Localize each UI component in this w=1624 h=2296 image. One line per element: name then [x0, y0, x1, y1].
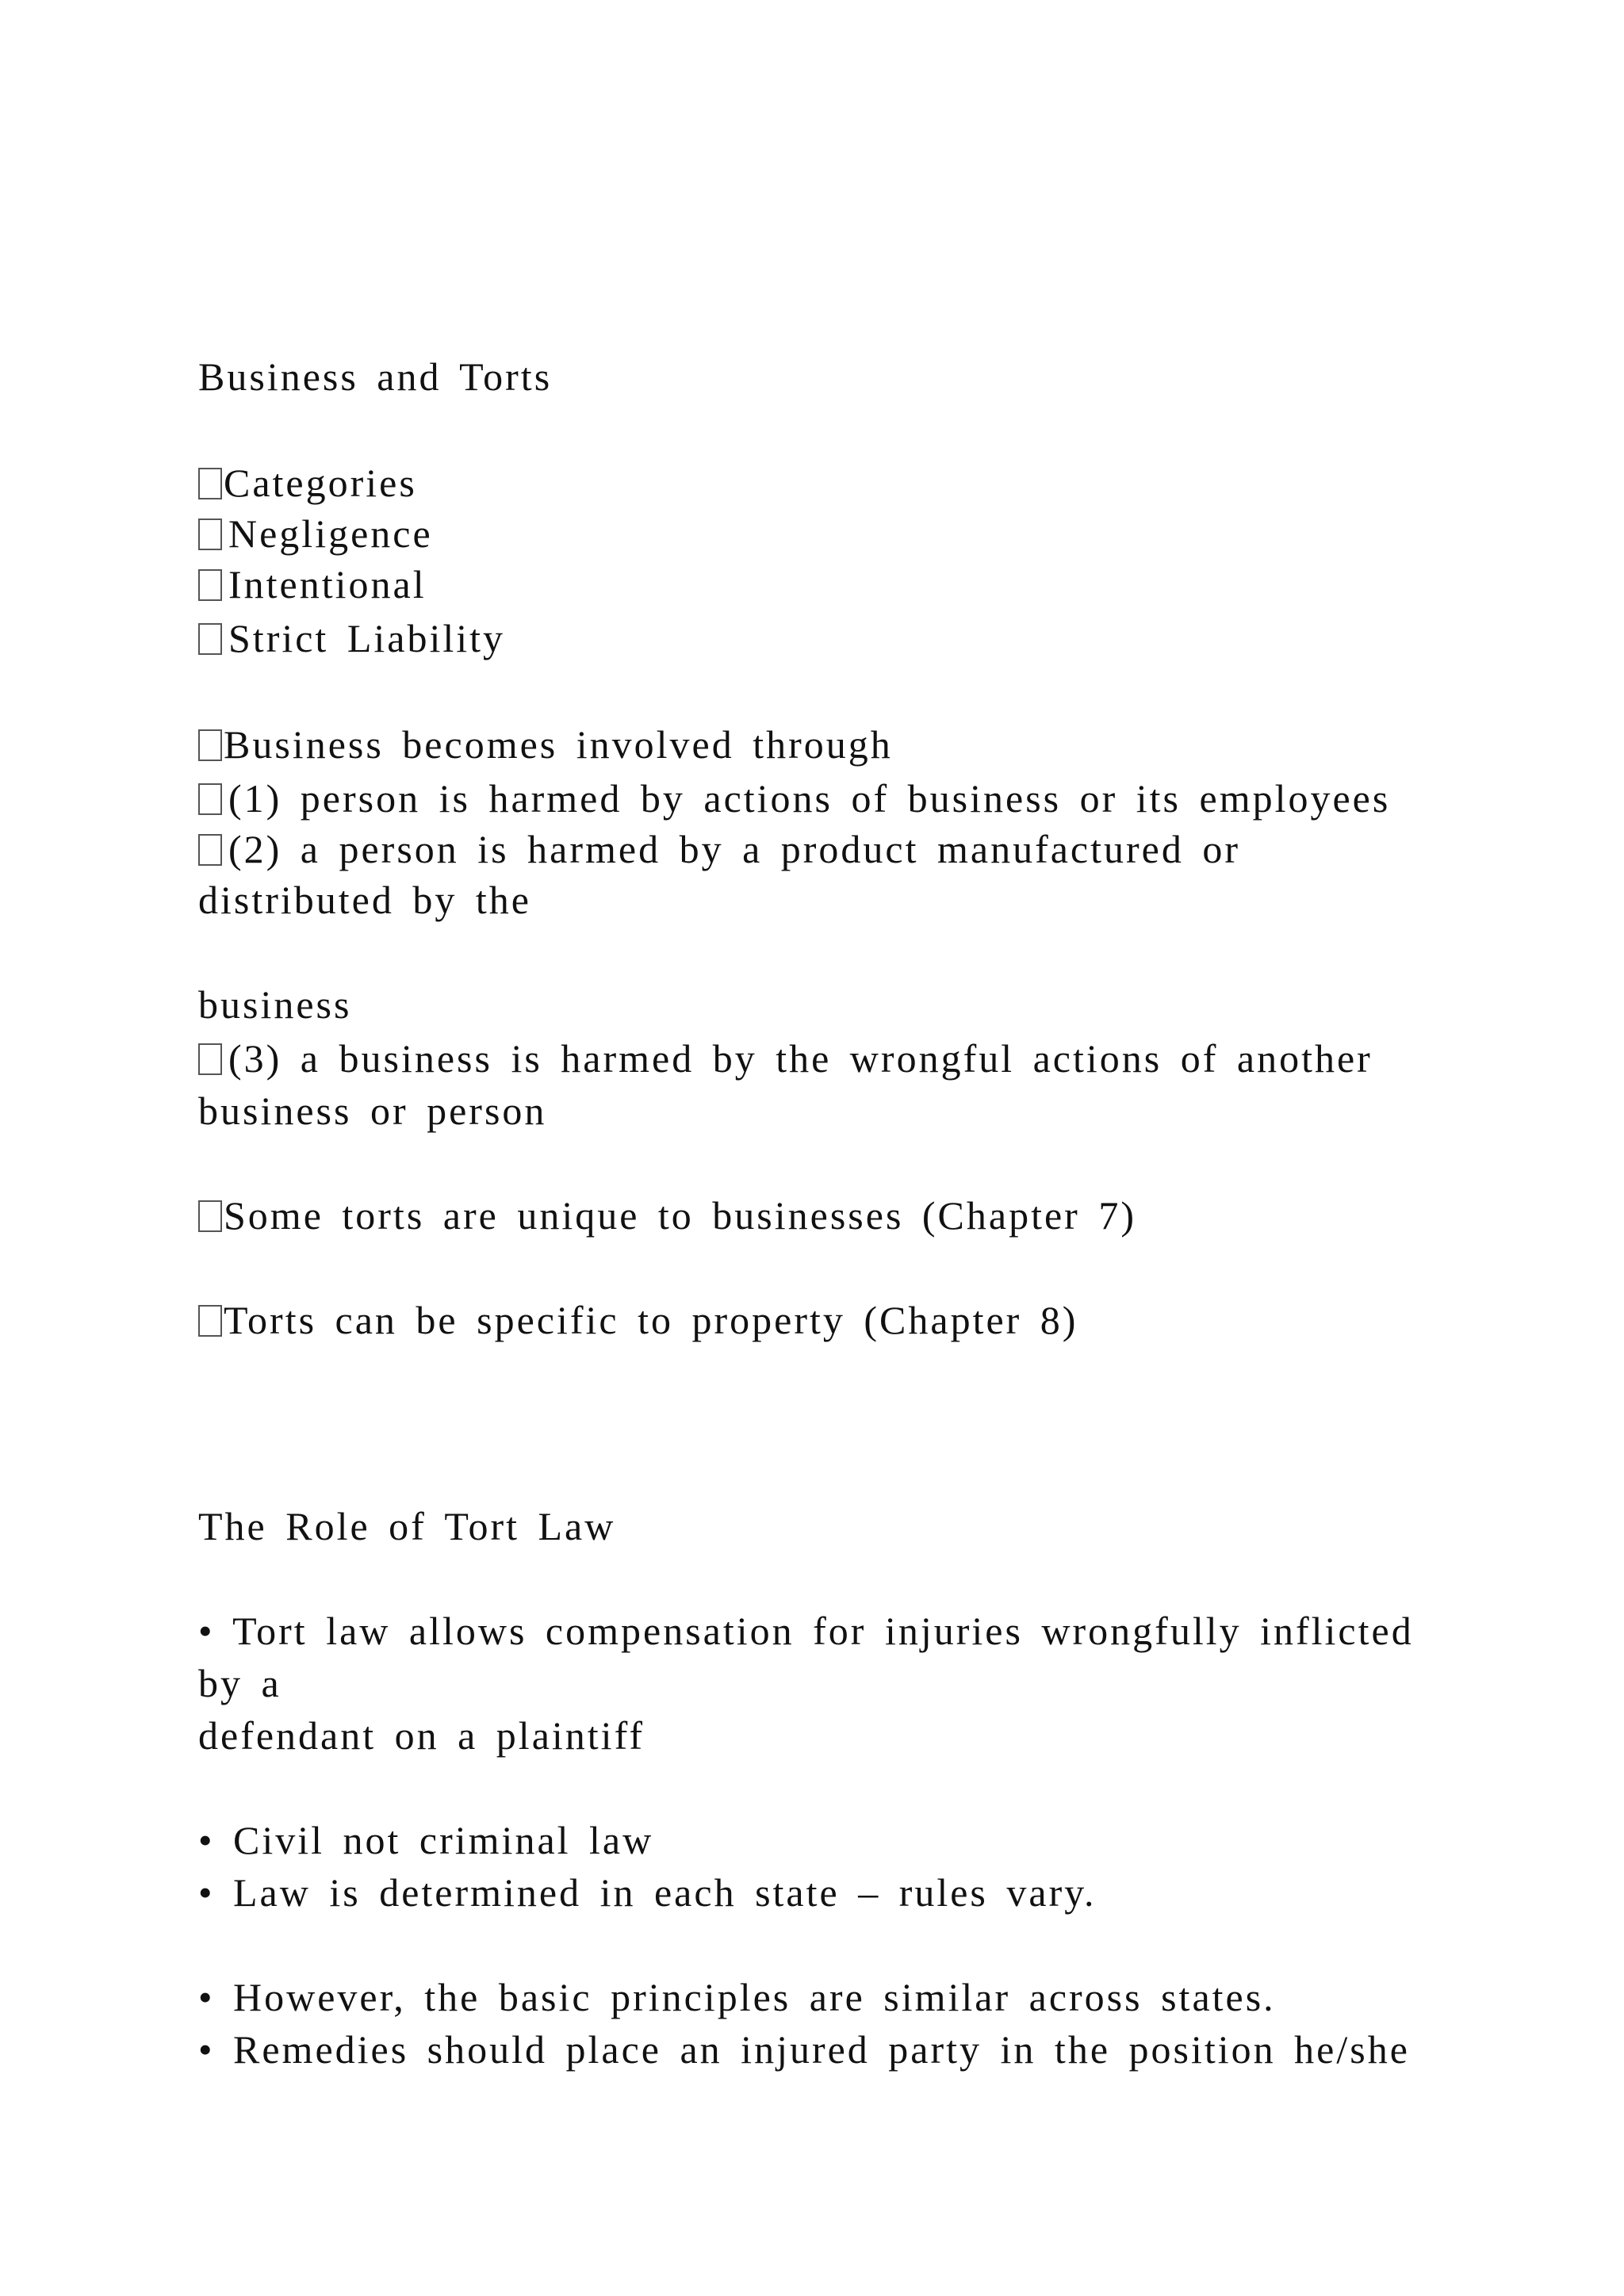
bullet-2: • Civil not criminal law	[198, 1818, 654, 1862]
category-item	[198, 618, 505, 658]
missing-glyph-icon	[198, 834, 222, 866]
involvement-text-3a: (3) a business is harmed by the wrongful actions of another	[228, 1036, 1373, 1081]
unique-torts-line	[198, 1193, 1136, 1238]
involvement-item-3	[198, 1036, 1373, 1081]
missing-glyph-icon	[198, 783, 222, 815]
missing-glyph-icon	[198, 1305, 222, 1337]
involvement-text-1: (1) person is harmed by actions of business or its employees	[228, 776, 1391, 821]
involvement-item-1	[198, 776, 1391, 821]
category-item	[198, 511, 433, 556]
categories-label: Categories	[224, 461, 417, 505]
missing-glyph-icon	[198, 569, 222, 601]
bullet-1a: • Tort law allows compensation for injuries wrongfully inflicted	[198, 1609, 1414, 1653]
involvement-label: Business becomes involved through	[224, 722, 893, 767]
bullet-3: • Law is determined in each state – rules vary.	[198, 1870, 1097, 1915]
missing-glyph-icon	[198, 468, 222, 499]
involvement-text-2c: business	[198, 982, 352, 1027]
missing-glyph-icon	[198, 623, 222, 655]
involvement-text-2a: (2) a person is harmed by a product manufactured or	[228, 827, 1241, 871]
section-title-business-and-torts: Business and Torts	[198, 354, 553, 399]
bullet-5: • Remedies should place an injured party in the position he/she	[198, 2027, 1410, 2072]
involvement-text-3b: business or person	[198, 1089, 547, 1133]
bullet-1b: by a	[198, 1661, 282, 1705]
bullet-4: • However, the basic principles are similar across states.	[198, 1975, 1276, 2019]
involvement-heading	[198, 722, 893, 767]
involvement-item-2	[198, 829, 1240, 869]
bullet-1c: defendant on a plaintiff	[198, 1713, 645, 1758]
property-torts-text: Torts can be specific to property (Chapter 8)	[224, 1298, 1078, 1342]
category-item	[198, 562, 427, 607]
unique-torts-text: Some torts are unique to businesses (Chapter 7)	[224, 1193, 1136, 1238]
categories-heading	[198, 463, 417, 503]
missing-glyph-icon	[198, 729, 222, 761]
missing-glyph-icon	[198, 519, 222, 550]
category-intentional: Intentional	[228, 562, 427, 607]
property-torts-line	[198, 1300, 1078, 1340]
missing-glyph-icon	[198, 1043, 222, 1075]
category-negligence: Negligence	[228, 511, 433, 556]
missing-glyph-icon	[198, 1200, 222, 1232]
category-strict-liability: Strict Liability	[228, 616, 506, 660]
section-title-role-of-tort-law: The Role of Tort Law	[198, 1504, 616, 1548]
involvement-text-2b: distributed by the	[198, 878, 531, 922]
